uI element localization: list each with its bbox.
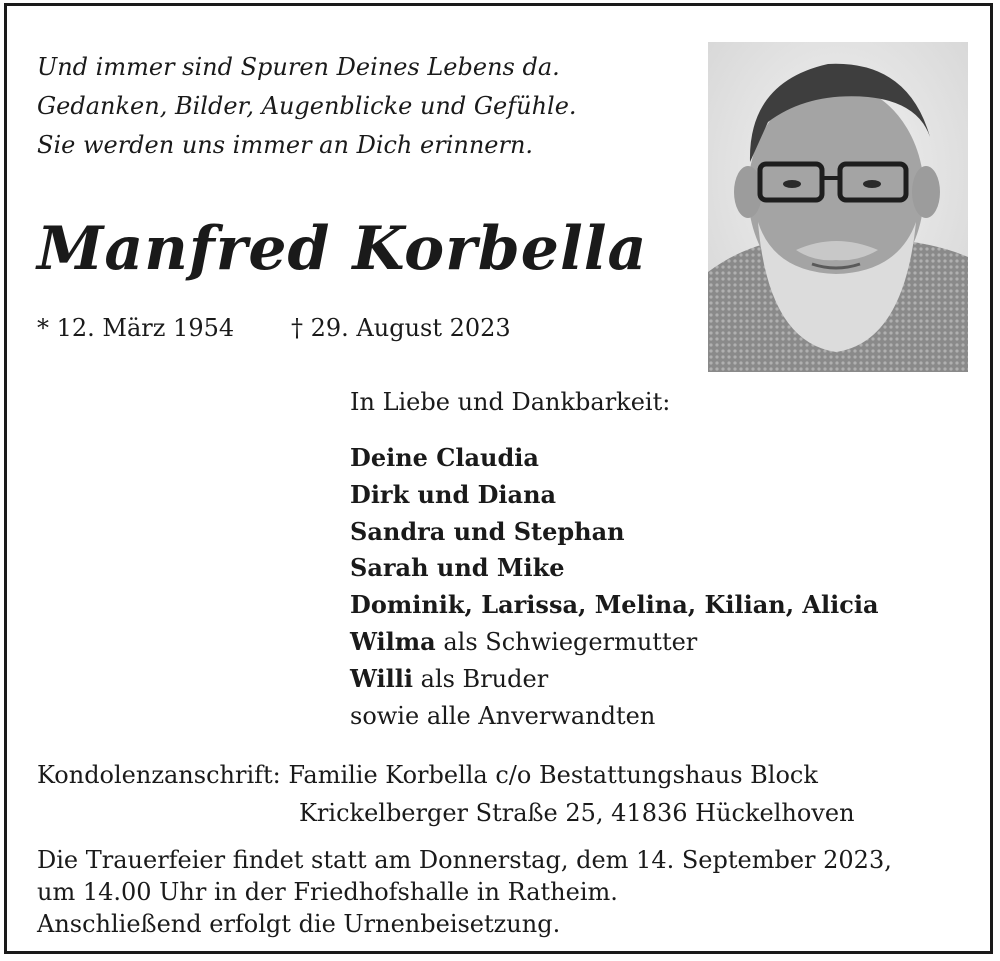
poem-line: Sie werden uns immer an Dich erinnern. — [37, 131, 534, 159]
mourner-line — [350, 587, 879, 624]
ceremony-info — [37, 844, 892, 940]
mourner-name: Sandra und Stephan — [350, 516, 625, 546]
deceased-name: Manfred Korbella — [37, 214, 648, 284]
mourner-relation: sowie alle Anverwandten — [350, 701, 656, 730]
life-dates — [37, 314, 511, 342]
condolence-address — [37, 756, 855, 832]
portrait-photo — [708, 42, 968, 372]
mourner-name: Deine Claudia — [350, 443, 539, 472]
mourner-name: Sarah und Mike — [350, 553, 565, 583]
mourner-line — [350, 550, 879, 587]
mourner-line — [350, 698, 879, 735]
poem-line: Gedanken, Bilder, Augenblicke und Gefühle. — [37, 92, 577, 120]
address-street: Krickelberger Straße 25, 41836 Hückelhoven — [299, 799, 855, 827]
thanks-heading: In Liebe und Dankbarkeit: — [350, 388, 671, 416]
mourner-name: Willi — [350, 663, 413, 693]
ceremony-line: Anschließend erfolgt die Urnenbeisetzung. — [37, 910, 561, 938]
mourner-name: Wilma — [350, 626, 436, 656]
ceremony-line: Die Trauerfeier findet statt am Donnerstag, dem 14. September 2023, — [37, 846, 892, 874]
mourner-name: Dominik, Larissa, Melina, Kilian, Alicia — [350, 590, 879, 620]
poem — [37, 48, 577, 165]
mourners-list — [350, 440, 879, 734]
ceremony-line: um 14.00 Uhr in der Friedhofshalle in Ratheim. — [37, 878, 618, 906]
portrait-photo-illustration — [708, 42, 968, 372]
death-date: † 29. August 2023 — [291, 314, 511, 342]
address-line: Kondolenzanschrift: Familie Korbella c/o Bestattungshaus Block — [37, 761, 818, 789]
mourner-relation: als Bruder — [413, 664, 549, 693]
mourner-line — [350, 477, 879, 514]
birth-date: * 12. März 1954 — [37, 314, 235, 342]
mourner-line — [350, 624, 879, 661]
mourner-relation: als Schwiegermutter — [435, 627, 698, 656]
mourner-name: Dirk und Diana — [350, 479, 557, 509]
mourner-line — [350, 440, 879, 477]
mourner-line — [350, 661, 879, 698]
obituary-card — [4, 3, 993, 954]
poem-line: Und immer sind Spuren Deines Lebens da. — [37, 53, 560, 81]
mourner-line — [350, 514, 879, 551]
